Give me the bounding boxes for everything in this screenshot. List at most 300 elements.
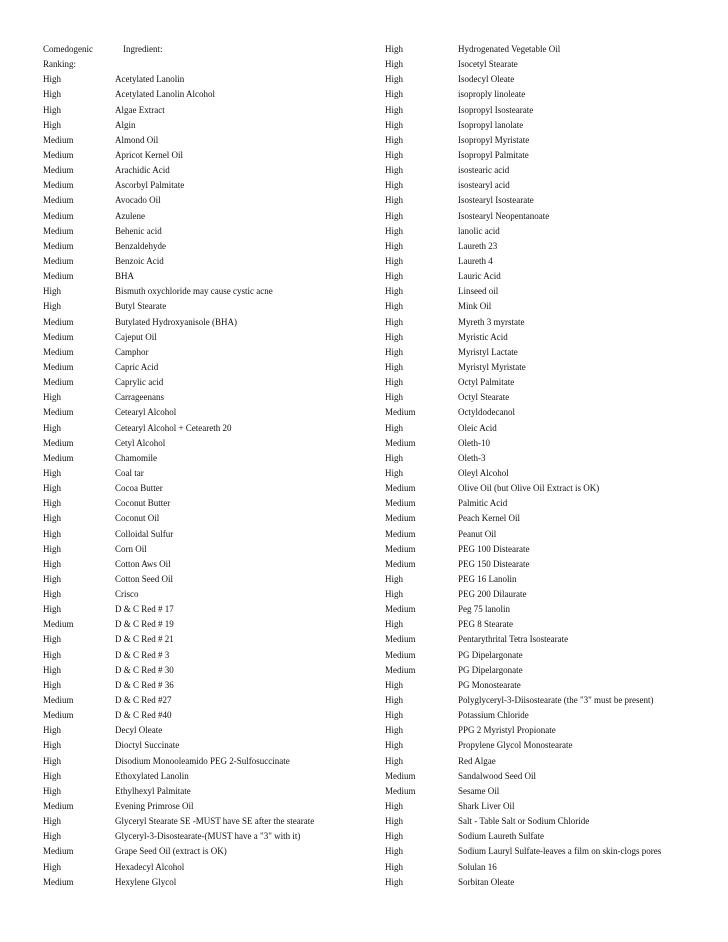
ingredient-name: isostearyl acid: [458, 180, 510, 191]
table-row: [385, 118, 685, 133]
comedogenic-rank: Medium: [385, 407, 416, 418]
ingredient-name: Algae Extract: [115, 104, 165, 115]
ingredient-name: Hydrogenated Vegetable Oil: [458, 44, 561, 54]
ingredient-name: Cotton Aws Oil: [115, 558, 171, 569]
comedogenic-rank: High: [385, 695, 403, 706]
ingredient-name: D & C Red # 36: [115, 679, 174, 690]
table-row: [385, 405, 685, 420]
table-row: [43, 436, 373, 451]
table-row: [385, 693, 685, 708]
comedogenic-rank: Medium: [385, 498, 416, 509]
comedogenic-rank: Medium: [43, 377, 74, 388]
ingredient-name: Caprylic acid: [115, 377, 164, 388]
ingredient-name: Propylene Glycol Monostearate: [458, 740, 573, 751]
comedogenic-rank: High: [385, 301, 403, 312]
ingredient-name: PEG 150 Distearate: [458, 558, 530, 569]
table-row: [385, 103, 685, 118]
ingredient-name: Sorbitan Oleate: [458, 876, 515, 887]
ingredient-name: Arachidic Acid: [115, 165, 170, 176]
table-row: [385, 254, 685, 269]
ingredient-name: Peach Kernel Oil: [458, 513, 520, 524]
ingredient-name: Isostearyl Isostearate: [458, 195, 534, 206]
ingredient-name: Crisco: [115, 589, 139, 600]
table-row: [385, 602, 685, 617]
table-row: [385, 57, 685, 72]
ingredient-name: Myristyl Myristate: [458, 361, 526, 372]
comedogenic-rank: Medium: [385, 543, 416, 554]
table-row: [43, 496, 373, 511]
comedogenic-rank: Medium: [43, 437, 74, 448]
comedogenic-rank: Medium: [385, 785, 416, 796]
comedogenic-rank: High: [43, 483, 61, 494]
table-row: [385, 587, 685, 602]
table-row: [385, 754, 685, 769]
ingredient-name: Glyceryl Stearate SE -MUST have SE after the stearate: [115, 816, 315, 827]
comedogenic-rank: High: [385, 710, 403, 721]
table-row: [385, 784, 685, 799]
comedogenic-rank: High: [385, 816, 403, 827]
comedogenic-rank: High: [43, 861, 61, 872]
table-row: [43, 163, 373, 178]
table-row: [43, 860, 373, 875]
ingredient-name: PEG 200 Dilaurate: [458, 589, 527, 600]
ingredient-name: Sodium Lauryl Sulfate-leaves a film on skin-clogs pores: [458, 846, 662, 857]
ingredient-name: Corn Oil: [115, 543, 147, 554]
ingredient-name: Laureth 4: [458, 255, 493, 266]
comedogenic-rank: Medium: [43, 695, 74, 706]
comedogenic-rank: Medium: [43, 180, 74, 191]
comedogenic-rank: Medium: [43, 846, 74, 857]
ingredient-name: Solulan 16: [458, 861, 497, 872]
comedogenic-rank: High: [385, 89, 403, 100]
ingredient-name: D & C Red # 19: [115, 619, 174, 630]
table-row: [385, 72, 685, 87]
comedogenic-rank: High: [385, 74, 403, 85]
table-row: [385, 632, 685, 647]
rank-header-line1: Comedogenic: [43, 44, 93, 54]
table-row: [43, 844, 373, 859]
comedogenic-rank: High: [43, 74, 61, 85]
comedogenic-rank: High: [43, 89, 61, 100]
comedogenic-rank: Medium: [43, 149, 74, 160]
comedogenic-rank: High: [385, 361, 403, 372]
comedogenic-rank: Medium: [43, 195, 74, 206]
table-row: [43, 133, 373, 148]
table-row: [43, 617, 373, 632]
comedogenic-rank: Medium: [43, 271, 74, 282]
comedogenic-rank: High: [43, 725, 61, 736]
table-row: [43, 360, 373, 375]
ingredient-name: D & C Red # 21: [115, 634, 174, 645]
comedogenic-rank: High: [385, 573, 403, 584]
comedogenic-rank: Medium: [385, 770, 416, 781]
comedogenic-rank: Medium: [385, 483, 416, 494]
ingredient-name: Acetylated Lanolin Alcohol: [115, 89, 215, 100]
comedogenic-rank: Medium: [43, 407, 74, 418]
comedogenic-rank: High: [43, 513, 61, 524]
ingredient-name: D & C Red #27: [115, 695, 172, 706]
comedogenic-rank: High: [385, 619, 403, 630]
comedogenic-rank: Medium: [385, 634, 416, 645]
comedogenic-rank: High: [43, 740, 61, 751]
table-row: [43, 542, 373, 557]
table-row: [385, 708, 685, 723]
ingredient-name: Red Algae: [458, 755, 496, 766]
table-row: [385, 299, 685, 314]
comedogenic-rank: High: [385, 149, 403, 160]
ingredient-name: lanolic acid: [458, 225, 500, 236]
table-row: [43, 72, 373, 87]
comedogenic-rank: Medium: [43, 619, 74, 630]
table-row: [43, 299, 373, 314]
ingredient-name: Hexadecyl Alcohol: [115, 861, 185, 872]
ingredient-name: Hexylene Glycol: [115, 876, 177, 887]
ingredient-name: Colloidal Sulfur: [115, 528, 174, 539]
ingredient-name: isoproply linoleate: [458, 89, 526, 100]
comedogenic-rank: High: [385, 331, 403, 342]
table-row: [385, 345, 685, 360]
ingredient-name: D & C Red # 17: [115, 604, 174, 615]
ingredient-header: Ingredient:: [123, 44, 163, 54]
comedogenic-rank: High: [385, 286, 403, 297]
table-row: [43, 254, 373, 269]
table-row: [43, 466, 373, 481]
table-row: [43, 315, 373, 330]
table-row: [43, 663, 373, 678]
ingredient-name: D & C Red # 30: [115, 664, 174, 675]
comedogenic-rank: High: [385, 831, 403, 842]
ingredient-name: Ethylhexyl Palmitate: [115, 785, 191, 796]
table-row: [385, 87, 685, 102]
ingredient-name: Benzaldehyde: [115, 240, 166, 251]
ingredient-name: Oleth-3: [458, 452, 486, 463]
comedogenic-rank: High: [385, 225, 403, 236]
table-row: [43, 390, 373, 405]
header-row: [43, 42, 373, 57]
ingredient-name: Octyl Stearate: [458, 392, 510, 403]
ingredient-name: Myreth 3 myrstate: [458, 316, 525, 327]
table-row: [43, 632, 373, 647]
comedogenic-rank: High: [385, 59, 403, 70]
ingredient-name: Oleic Acid: [458, 422, 497, 433]
comedogenic-rank: High: [385, 104, 403, 115]
table-row: [385, 451, 685, 466]
table-row: [43, 769, 373, 784]
comedogenic-rank: Medium: [43, 801, 74, 812]
table-row: [385, 527, 685, 542]
ingredient-name: Pentarythrital Tetra Isostearate: [458, 634, 569, 645]
table-row: [385, 678, 685, 693]
ingredient-name: isostearic acid: [458, 165, 510, 176]
ingredient-name: Coal tar: [115, 467, 144, 478]
table-row: [385, 421, 685, 436]
table-row: [43, 481, 373, 496]
comedogenic-rank: High: [43, 664, 61, 675]
table-row: [43, 572, 373, 587]
ingredient-name: Polyglyceryl-3-Diisostearate (the "3" must be present): [458, 695, 654, 706]
ingredient-name: Butyl Stearate: [115, 301, 167, 312]
table-row: [385, 178, 685, 193]
comedogenic-rank: High: [385, 316, 403, 327]
table-row: [385, 769, 685, 784]
table-row: [43, 602, 373, 617]
table-row: [385, 133, 685, 148]
ingredient-name: Disodium Monooleamido PEG 2-Sulfosuccinate: [115, 755, 290, 766]
comedogenic-rank: High: [385, 589, 403, 600]
table-row: [385, 496, 685, 511]
ingredient-name: PEG 16 Lanolin: [458, 573, 517, 584]
ingredient-name: Isopropyl Myristate: [458, 134, 530, 145]
table-row: [43, 648, 373, 663]
comedogenic-rank: High: [43, 286, 61, 297]
left-ingredient-list: [43, 72, 373, 890]
comedogenic-rank: Medium: [43, 255, 74, 266]
comedogenic-rank: High: [385, 861, 403, 872]
table-row: [385, 738, 685, 753]
ingredient-name: Bismuth oxychloride may cause cystic acne: [115, 286, 273, 297]
ingredient-name: Azulene: [115, 210, 145, 221]
comedogenic-rank: High: [385, 195, 403, 206]
comedogenic-rank: High: [43, 558, 61, 569]
ingredient-name: Glyceryl-3-Disostearate-(MUST have a "3" with it): [115, 831, 301, 842]
comedogenic-rank: Medium: [385, 664, 416, 675]
table-row: [43, 784, 373, 799]
comedogenic-rank: High: [385, 801, 403, 812]
ingredient-name: Salt - Table Salt or Sodium Chloride: [458, 816, 590, 827]
table-row: [43, 511, 373, 526]
comedogenic-rank: Medium: [43, 361, 74, 372]
table-row: [43, 405, 373, 420]
ingredient-name: Isostearyl Neopentanoate: [458, 210, 550, 221]
comedogenic-rank: Medium: [43, 316, 74, 327]
table-row: [385, 209, 685, 224]
table-row: [43, 875, 373, 890]
table-row: [385, 542, 685, 557]
table-row: [43, 148, 373, 163]
ingredient-name: Mink Oil: [458, 301, 492, 312]
ingredient-name: Ascorbyl Palmitate: [115, 180, 185, 191]
ingredient-name: Shark Liver Oil: [458, 801, 515, 812]
comedogenic-rank: High: [43, 831, 61, 842]
comedogenic-rank: High: [385, 271, 403, 282]
ingredient-name: Isopropyl lanolate: [458, 119, 524, 130]
ingredient-name: Isopropyl Isostearate: [458, 104, 534, 115]
ingredient-name: Laureth 23: [458, 240, 498, 251]
table-row: [43, 269, 373, 284]
comedogenic-rank: High: [385, 255, 403, 266]
comedogenic-rank: High: [43, 770, 61, 781]
ingredient-name: Apricot Kernel Oil: [115, 149, 183, 160]
comedogenic-rank: Medium: [43, 240, 74, 251]
comedogenic-rank: High: [385, 180, 403, 191]
comedogenic-rank: High: [43, 679, 61, 690]
ingredient-name: Isocetyl Stearate: [458, 59, 518, 70]
table-row: [385, 284, 685, 299]
comedogenic-rank: High: [43, 604, 61, 615]
ingredient-name: Carrageenans: [115, 392, 164, 403]
table-row: [43, 799, 373, 814]
comedogenic-rank: Medium: [43, 165, 74, 176]
ingredient-name: Oleyl Alcohol: [458, 467, 509, 478]
table-row: [43, 829, 373, 844]
table-row: [385, 466, 685, 481]
ingredient-name: Palmitic Acid: [458, 498, 508, 509]
table-row: [385, 269, 685, 284]
comedogenic-rank: High: [43, 589, 61, 600]
table-row: [43, 708, 373, 723]
right-ingredient-list: [385, 42, 685, 890]
table-row: [43, 118, 373, 133]
comedogenic-rank: Medium: [43, 225, 74, 236]
comedogenic-rank: High: [385, 876, 403, 887]
ingredient-name: Coconut Butter: [115, 498, 171, 509]
table-row: [385, 572, 685, 587]
table-row: [385, 875, 685, 890]
ingredient-name: Myristic Acid: [458, 331, 508, 342]
ingredient-name: Cocoa Butter: [115, 483, 163, 494]
comedogenic-rank: High: [43, 785, 61, 796]
table-row: [43, 345, 373, 360]
table-row: [43, 239, 373, 254]
table-row: [43, 375, 373, 390]
ingredient-name: Octyldodecanol: [458, 407, 515, 418]
comedogenic-rank: Medium: [385, 528, 416, 539]
table-row: [385, 239, 685, 254]
comedogenic-rank: High: [385, 210, 403, 221]
table-row: [385, 315, 685, 330]
comedogenic-rank: High: [385, 134, 403, 145]
comedogenic-rank: High: [43, 649, 61, 660]
comedogenic-rank: Medium: [385, 437, 416, 448]
table-row: [385, 163, 685, 178]
table-row: [43, 451, 373, 466]
comedogenic-rank: High: [43, 301, 61, 312]
comedogenic-rank: High: [385, 422, 403, 433]
ingredient-name: PEG 100 Distearate: [458, 543, 530, 554]
table-row: [43, 209, 373, 224]
table-row: [385, 224, 685, 239]
ingredient-name: Myristyl Lactate: [458, 346, 518, 357]
comedogenic-rank: High: [43, 104, 61, 115]
comedogenic-rank: Medium: [43, 331, 74, 342]
table-row: [385, 648, 685, 663]
table-row: [385, 360, 685, 375]
ingredient-name: Peanut Oil: [458, 528, 497, 539]
ingredient-name: Avocado Oil: [115, 195, 161, 206]
right-column: [385, 42, 685, 890]
ingredient-name: Cetearyl Alcohol: [115, 407, 177, 418]
table-row: [43, 421, 373, 436]
ingredient-name: PG Dipelargonate: [458, 649, 523, 660]
table-row: [43, 87, 373, 102]
comedogenic-rank: High: [385, 240, 403, 251]
ingredient-name: Grape Seed Oil (extract is OK): [115, 846, 227, 857]
comedogenic-rank: Medium: [385, 513, 416, 524]
table-row: [385, 481, 685, 496]
comedogenic-rank: High: [385, 846, 403, 857]
ingredient-name: Benzoic Acid: [115, 255, 164, 266]
table-row: [385, 330, 685, 345]
ingredient-name: Almond Oil: [115, 134, 159, 145]
table-row: [385, 375, 685, 390]
comedogenic-rank: High: [385, 346, 403, 357]
ingredient-name: BHA: [115, 271, 135, 282]
comedogenic-rank: High: [385, 679, 403, 690]
comedogenic-rank: High: [43, 422, 61, 433]
table-row: [385, 193, 685, 208]
comedogenic-rank: High: [43, 755, 61, 766]
ingredient-name: Behenic acid: [115, 225, 162, 236]
ingredient-name: Linseed oil: [458, 286, 499, 297]
table-row: [385, 148, 685, 163]
table-row: [385, 814, 685, 829]
table-row: [385, 511, 685, 526]
table-row: [385, 436, 685, 451]
table-row: [385, 799, 685, 814]
table-row: [385, 829, 685, 844]
ingredient-name: Olive Oil (but Olive Oil Extract is OK): [458, 483, 600, 494]
ingredient-name: Lauric Acid: [458, 271, 501, 282]
ingredient-name: Camphor: [115, 346, 149, 357]
ingredient-name: Decyl Oleate: [115, 725, 163, 736]
ingredient-name: D & C Red #40: [115, 710, 172, 721]
comedogenic-rank: High: [43, 498, 61, 509]
ingredient-name: Sandalwood Seed Oil: [458, 770, 536, 781]
comedogenic-rank: Medium: [43, 134, 74, 145]
ingredient-name: Sodium Laureth Sulfate: [458, 831, 544, 842]
comedogenic-rank: Medium: [43, 210, 74, 221]
table-row: [385, 723, 685, 738]
header-row-2: [43, 57, 373, 72]
table-row: [43, 693, 373, 708]
comedogenic-rank: High: [385, 452, 403, 463]
ingredient-name: Cetyl Alcohol: [115, 437, 166, 448]
comedogenic-rank: High: [43, 528, 61, 539]
comedogenic-rank: Medium: [43, 346, 74, 357]
table-row: [385, 617, 685, 632]
table-row: [43, 754, 373, 769]
comedogenic-rank: High: [385, 119, 403, 130]
ingredient-name: Sesame Oil: [458, 785, 500, 796]
ingredient-name: PEG 8 Stearate: [458, 619, 513, 630]
ingredient-name: Dioctyl Succinate: [115, 740, 180, 751]
table-row: [43, 814, 373, 829]
table-row: [43, 178, 373, 193]
table-row: [43, 678, 373, 693]
ingredient-name: PG Dipelargonate: [458, 664, 523, 675]
ingredient-name: PG Monostearate: [458, 679, 521, 690]
table-row: [43, 527, 373, 542]
ingredient-name: Isopropyl Palmitate: [458, 149, 529, 160]
ingredient-name: Peg 75 lanolin: [458, 604, 510, 615]
comedogenic-rank: High: [43, 573, 61, 584]
table-row: [385, 860, 685, 875]
table-row: [385, 663, 685, 678]
comedogenic-rank: Medium: [43, 876, 74, 887]
ingredient-name: Potassium Chloride: [458, 710, 529, 721]
comedogenic-rank: High: [43, 392, 61, 403]
ingredient-name: Algin: [115, 119, 136, 130]
ingredient-name: Acetylated Lanolin: [115, 74, 185, 85]
ingredient-name: Capric Acid: [115, 361, 159, 372]
comedogenic-rank: High: [43, 467, 61, 478]
comedogenic-rank: High: [385, 44, 403, 54]
comedogenic-rank: High: [385, 740, 403, 751]
ingredient-name: Cetearyl Alcohol + Ceteareth 20: [115, 422, 232, 433]
ingredient-name: Ethoxylated Lanolin: [115, 770, 189, 781]
comedogenic-rank: Medium: [385, 558, 416, 569]
ingredient-name: Evening Primrose Oil: [115, 801, 194, 812]
